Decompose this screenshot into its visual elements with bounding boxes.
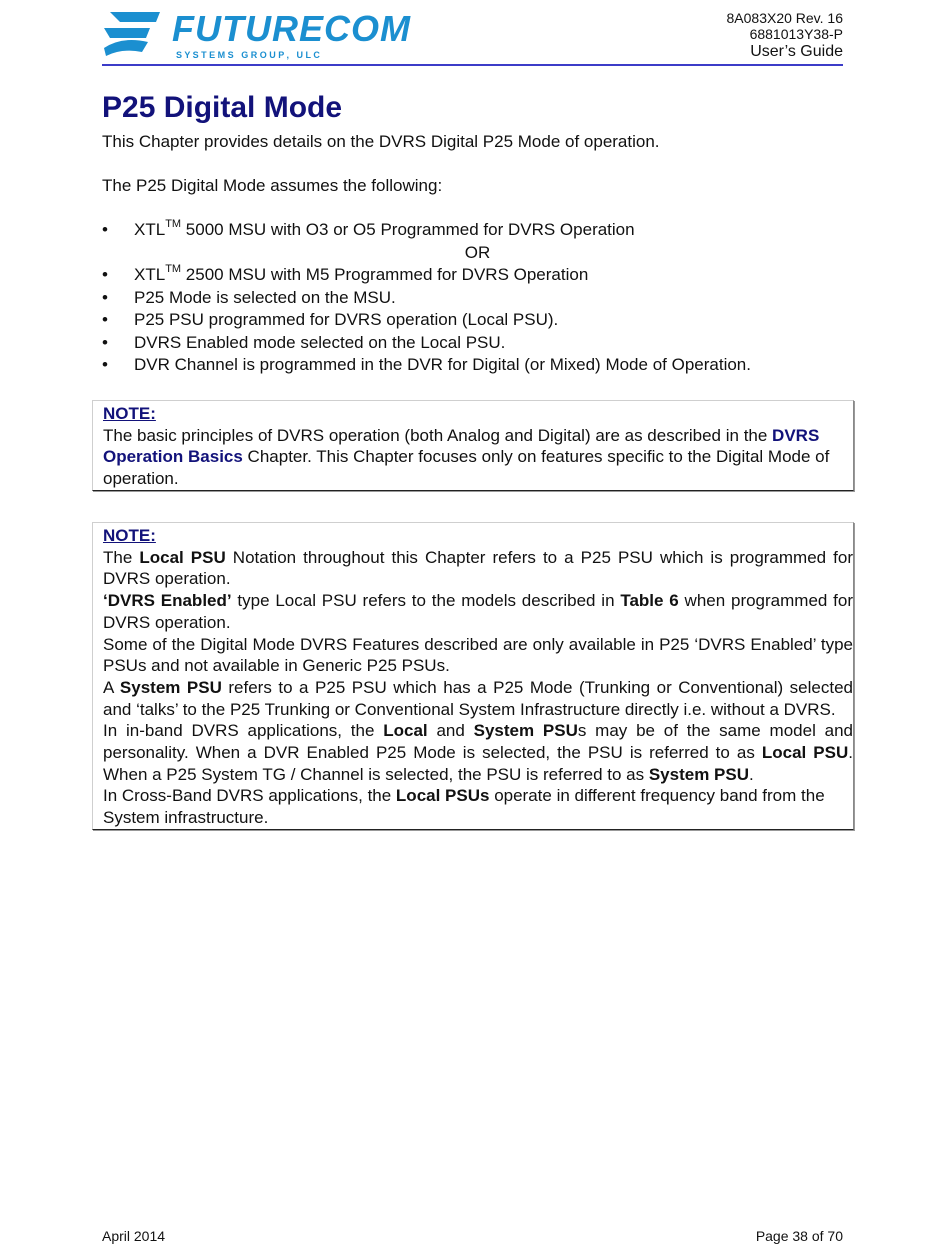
note-text: The basic principles of DVRS operation (both Analog and Digital) are as described in the DVRS Operation Basics Chapter. This Chapter focuses only on features specific to the Digital Mode of operation. [103,425,830,489]
bullet-icon: • [102,265,108,284]
logo-wordmark: FUTURECOM [172,8,411,49]
note-box-basic-principles [92,400,854,491]
note-paragraph: Some of the Digital Mode DVRS Features described are only available in P25 ‘DVRS Enabled’ type PSUs and not available in Generic P25 PSUs. [103,634,853,676]
header-doc-info [727,10,844,61]
bullet-icon: • [102,355,108,374]
doc-number: 8A083X20 Rev. 16 [726,10,843,26]
note-paragraph: In Cross-Band DVRS applications, the Local PSUs operate in different frequency band from the System infrastructure. [103,786,825,828]
dvrs-operation-basics-link[interactable]: DVRS Operation Basics [103,425,820,467]
intro-paragraph: This Chapter provides details on the DVRS Digital P25 Mode of operation. [102,132,660,151]
list-item: • DVR Channel is programmed in the DVR for Digital (or Mixed) Mode of Operation. [102,354,843,377]
page-title: P25 Digital Mode [102,91,343,124]
list-item: • XTL™ 5000 MSU with O3 or O5 Programmed for DVRS Operation [102,219,843,242]
table-6-reference: Table 6 [620,591,679,611]
header-rule [102,64,843,66]
note-paragraph: A System PSU refers to a P25 PSU which has a P25 Mode (Trunking or Conventional) selected and ‘talks’ to the P25 Trunking or Conventional System Infrastructure directly i.e. without a DVRS. [103,677,853,719]
list-item: • XTL™ 2500 MSU with M5 Programmed for DVRS Operation [102,264,843,287]
note-box-local-psu [92,522,854,830]
bullet-icon: • [102,220,108,239]
note-paragraph: ‘DVRS Enabled’ type Local PSU refers to the models described in Table 6 when programmed for DVRS operation. [103,591,853,632]
footer-page-number: Page 38 of 70 [755,1228,843,1244]
note-paragraph: In in-band DVRS applications, the Local and System PSUs may be of the same model and personality. When a DVR Enabled P25 Mode is selected, the PSU is referred to as Local PSU. When a P25 System TG / Channel is selected, the PSU is referred to as System PSU. [103,721,854,784]
list-item: • P25 Mode is selected on the MSU. [102,287,843,310]
note-title: NOTE: [103,404,156,423]
futurecom-logo [102,8,414,60]
guide-name: User’s Guide [750,43,843,60]
or-separator: OR [464,242,491,262]
bullet-icon: • [102,287,108,307]
bullet-icon: • [102,310,108,329]
logo-subtitle: S Y S T E M S G R O U P , U L C [176,50,320,60]
logo-swoosh-icon [104,12,160,56]
bullet-icon: • [102,332,108,352]
assumption-list [102,219,843,377]
note-title: NOTE: [103,526,156,545]
part-number: 6881013Y38-P [749,26,843,42]
list-item: • DVRS Enabled mode selected on the Local PSU. [102,332,843,355]
footer-date: April 2014 [102,1228,166,1244]
note-paragraph: The Local PSU Notation throughout this Chapter refers to a P25 PSU which is programmed for DVRS operation. [103,547,853,589]
assumes-paragraph: The P25 Digital Mode assumes the following: [102,176,443,195]
list-item: • P25 PSU programmed for DVRS operation (Local PSU). [102,309,843,332]
